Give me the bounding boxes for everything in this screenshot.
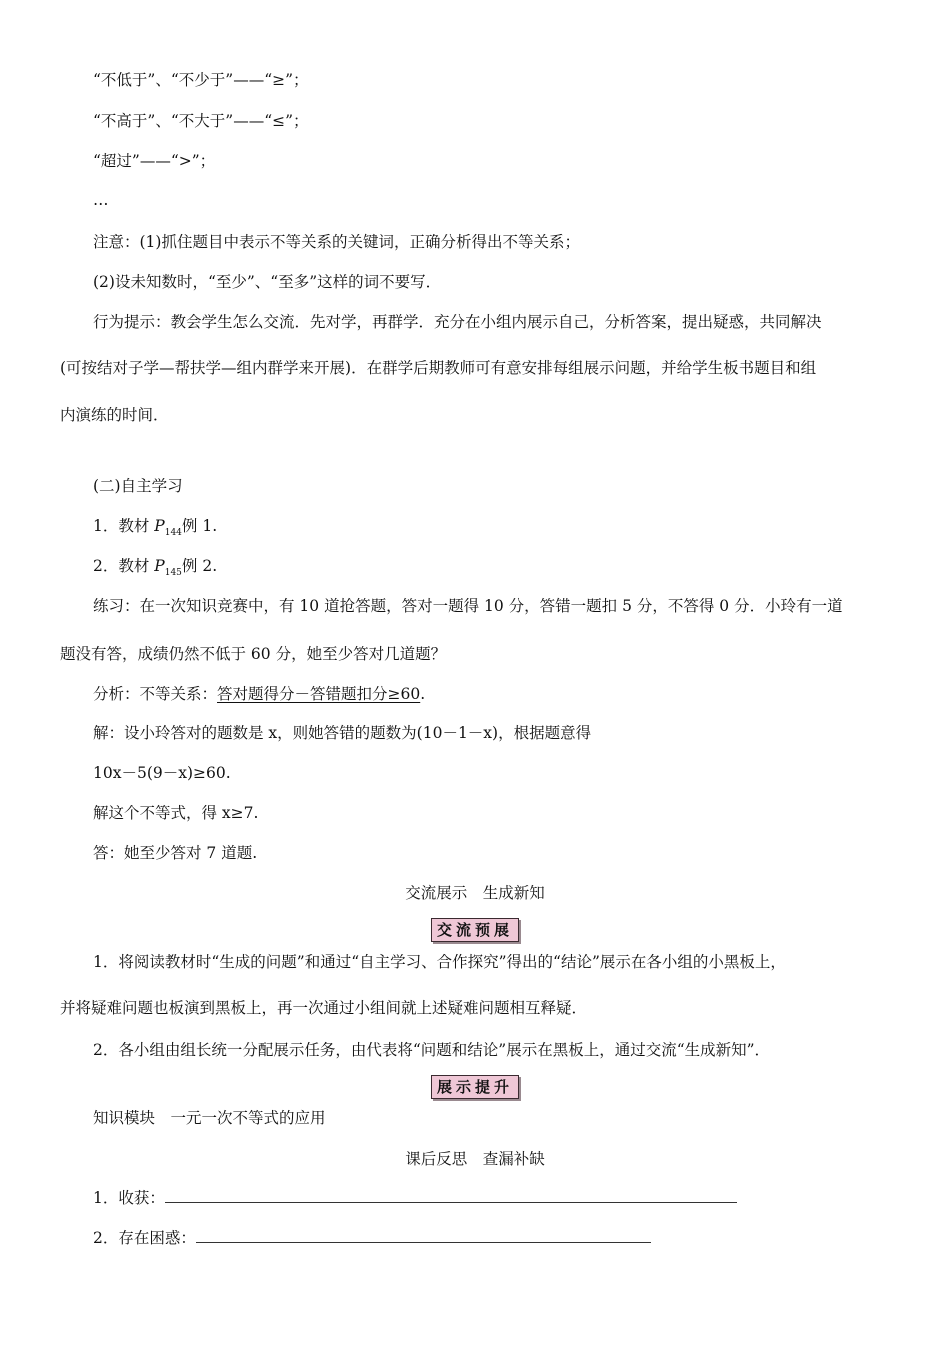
harvest-blank[interactable] [165, 1188, 737, 1203]
example-2-suffix: 例 2. [181, 557, 218, 575]
section-self-study: (二)自主学习 [93, 477, 183, 495]
example-1-prefix: 1．教材 [93, 517, 155, 535]
page-symbol: P [154, 517, 165, 535]
exchange-item-1-line-2: 并将疑难问题也板演到黑板上，再一次通过小组间就上述疑难问题相互释疑． [60, 999, 588, 1017]
rule-not-less-than: “不低于”、“不少于”——“≥”； [93, 71, 309, 89]
badge-exchange-preview: 交流预展 [431, 918, 519, 942]
harvest-label: 1．收获： [93, 1189, 165, 1207]
solve-step: 解这个不等式，得 x≥7. [93, 804, 259, 822]
answer: 答：她至少答对 7 道题. [93, 844, 258, 862]
solution-setup: 解：设小玲答对的题数是 x，则她答错的题数为(10－1－x)，根据题意得 [93, 724, 592, 742]
example-2-prefix: 2．教材 [93, 557, 155, 575]
analysis-relation: 答对题得分－答错题扣分≥60 [217, 685, 421, 703]
analysis-label: 分析：不等关系： [93, 685, 218, 703]
analysis [93, 684, 425, 704]
inequality: 10x－5(9－x)≥60. [93, 764, 231, 782]
note-2: (2)设未知数时，“至少”、“至多”这样的词不要写． [93, 273, 442, 291]
confusion-row [93, 1228, 651, 1248]
section-title-exchange: 交流展示 生成新知 [405, 884, 545, 902]
analysis-period: . [420, 685, 426, 703]
knowledge-module: 知识模块 一元一次不等式的应用 [93, 1109, 326, 1127]
note-1: 注意：(1)抓住题目中表示不等关系的关键词，正确分析得出不等关系； [93, 233, 580, 251]
rule-exceed: “超过”——“>”； [93, 152, 216, 170]
confusion-blank[interactable] [196, 1228, 651, 1243]
harvest-row [93, 1188, 737, 1208]
exchange-item-1-line-1: 1．将阅读教材时“生成的问题”和通过“自主学习、合作探究”得出的“结论”展示在各小组的小黑板上， [93, 953, 786, 971]
textbook-example-2 [93, 556, 217, 583]
confusion-label: 2．存在困惑： [93, 1229, 196, 1247]
exchange-item-2: 2．各小组由组长统一分配展示任务，由代表将“问题和结论”展示在黑板上，通过交流“生成新知”． [93, 1041, 771, 1059]
page-number: 144 [164, 528, 182, 539]
ellipsis: … [93, 191, 109, 209]
exercise-line-2: 题没有答，成绩仍然不低于 60 分，她至少答对几道题？ [60, 645, 447, 663]
page-symbol: P [154, 557, 165, 575]
page-number: 145 [164, 568, 182, 579]
behavior-tip-line-1: 行为提示：教会学生怎么交流．先对学，再群学．充分在小组内展示自己，分析答案，提出疑惑，共同解决 [93, 313, 822, 331]
rule-not-greater-than: “不高于”、“不大于”——“≤”； [93, 112, 309, 130]
section-title-reflection: 课后反思 查漏补缺 [405, 1150, 545, 1168]
behavior-tip-line-2: (可按结对子学—帮扶学—组内群学来开展)．在群学后期教师可有意安排每组展示问题，并给学生板书题目和组 [60, 359, 817, 377]
badge-show-improve: 展示提升 [431, 1075, 519, 1099]
behavior-tip-line-3: 内演练的时间． [60, 406, 169, 424]
example-1-suffix: 例 1. [181, 517, 218, 535]
textbook-example-1 [93, 516, 217, 543]
exercise-line-1: 练习：在一次知识竞赛中，有 10 道抢答题，答对一题得 10 分，答错一题扣 5 分，不答得 0 分．小玲有一道 [93, 597, 843, 615]
